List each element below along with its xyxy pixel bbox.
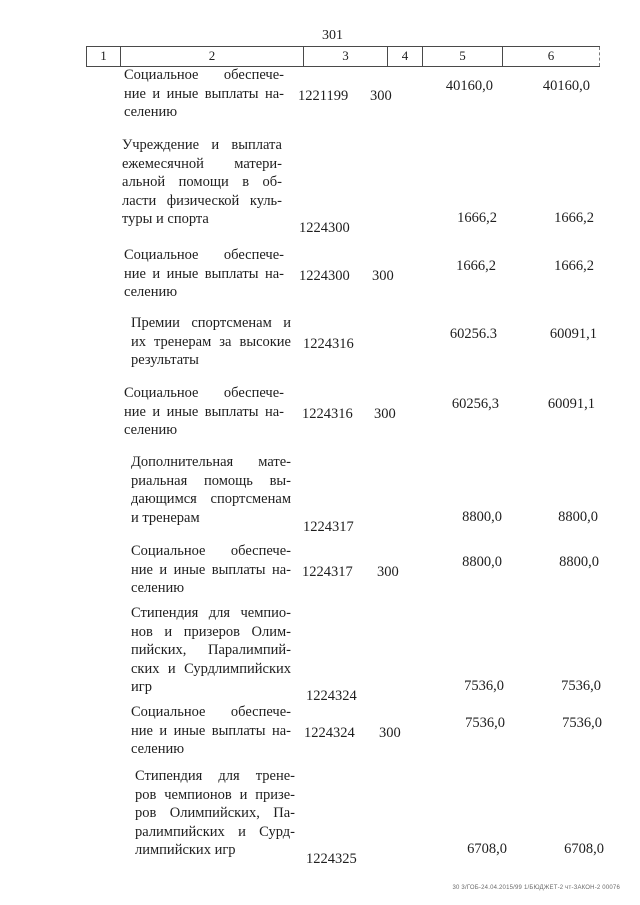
description-line: пийских, Паралимпий- [131,642,291,658]
description-line: Учреждение и выплата [122,137,282,153]
row-code: 1224324 [306,688,357,704]
description-line: ров Олимпийских, Па- [135,805,295,821]
row-type: 300 [379,725,401,741]
description-line: ние и иные выплаты на- [124,265,284,282]
row-value-6: 8800,0 [559,554,599,570]
row-code: 1224317 [303,518,354,535]
description-line: альной помощи в об- [122,174,282,190]
description-line: риальная помощь вы- [131,472,291,489]
description-line: Социальное обеспече- [131,543,291,559]
row-value-6: 7536,0 [562,715,602,731]
row-value-5: 60256.3 [449,326,497,342]
description-line: дающимся спортсменам [131,491,291,507]
table-header [86,46,600,67]
description-line: Премии спортсменам и [131,315,291,331]
description-line: ние и иные выплаты на- [131,722,291,739]
header-col-4: 4 [387,47,422,66]
header-col-1: 1 [86,47,120,66]
row-code: 1224324 [304,725,355,741]
row-code: 1224325 [306,851,357,867]
row-description [135,767,295,860]
row-description [131,604,291,697]
description-line: игр [131,679,152,695]
description-line: ние и иные выплаты на- [124,403,284,420]
description-line: селению [124,422,178,438]
description-line: Стипендия для трене- [135,768,295,784]
description-line: Социальное обеспече- [131,704,291,720]
description-line: лимпийских игр [135,842,236,858]
header-col-2: 2 [120,47,303,66]
row-type: 300 [374,406,396,422]
row-description [131,542,291,598]
row-value-5: 40160,0 [445,78,493,94]
row-value-5: 7536,0 [464,678,504,694]
description-line: селению [124,284,178,300]
row-value-5: 6708,0 [467,841,507,857]
description-line: ласти физической куль- [122,192,282,209]
description-line: Социальное обеспече- [124,67,284,83]
row-code: 1224316 [302,406,353,422]
row-code: 1224316 [303,336,354,352]
row-value-5: 7536,0 [465,715,505,731]
row-description [124,66,284,122]
description-line: ние и иные выплаты на- [124,85,284,102]
description-line: Стипендия для чемпио- [131,605,291,621]
row-value-6: 6708,0 [564,841,604,857]
description-line: ров чемпионов и призе- [135,786,295,803]
row-value-5: 1666,2 [456,258,496,274]
row-code: 1224300 [299,268,350,284]
row-value-5: 8800,0 [462,508,502,525]
description-line: селению [131,580,185,596]
row-value-6: 1666,2 [554,210,594,226]
header-col-6: 6 [502,47,600,66]
row-code: 1221199 [298,88,349,104]
row-type: 300 [370,88,392,104]
footer-note: 30 3/ГОБ-24.04.2015/99 1/БЮДЖЕТ-2 чт-ЗАКОН-2 00076 [452,885,620,891]
row-value-6: 1666,2 [554,258,594,274]
row-value-6: 7536,0 [561,678,601,694]
row-value-6: 40160,0 [542,78,590,94]
description-line: нов и призеров Олим- [131,623,291,640]
description-line: Дополнительная мате- [131,454,291,470]
description-line: селению [131,741,185,757]
row-description [131,453,291,527]
description-line: ских и Сурдлимпийских [131,660,291,677]
row-value-6: 60091,1 [547,396,595,412]
row-type: 300 [372,268,394,284]
row-value-6: 60091,1 [549,326,597,342]
row-value-5: 60256,3 [451,396,499,412]
description-line: Социальное обеспече- [124,385,284,401]
description-line: ежемесячной матери- [122,155,282,172]
row-code: 1224300 [299,220,350,236]
description-line: ние и иные выплаты на- [131,561,291,578]
row-type: 300 [377,564,399,580]
description-line: селению [124,104,178,120]
description-line: Социальное обеспече- [124,247,284,263]
row-description [122,136,282,229]
description-line: их тренерам за высокие [131,333,291,350]
header-col-5: 5 [422,47,502,66]
row-value-6: 8800,0 [558,508,598,525]
description-line: и тренерам [131,509,200,526]
description-line: ралимпийских и Сурд- [135,823,295,840]
row-description [124,246,284,302]
header-col-3: 3 [303,47,387,66]
row-value-5: 1666,2 [457,210,497,226]
page-number: 301 [322,28,343,43]
row-description [124,384,284,440]
row-description [131,703,291,759]
row-value-5: 8800,0 [462,554,502,570]
row-code: 1224317 [302,564,353,580]
row-description [131,314,291,370]
description-line: туры и спорта [122,211,209,227]
description-line: результаты [131,352,199,368]
